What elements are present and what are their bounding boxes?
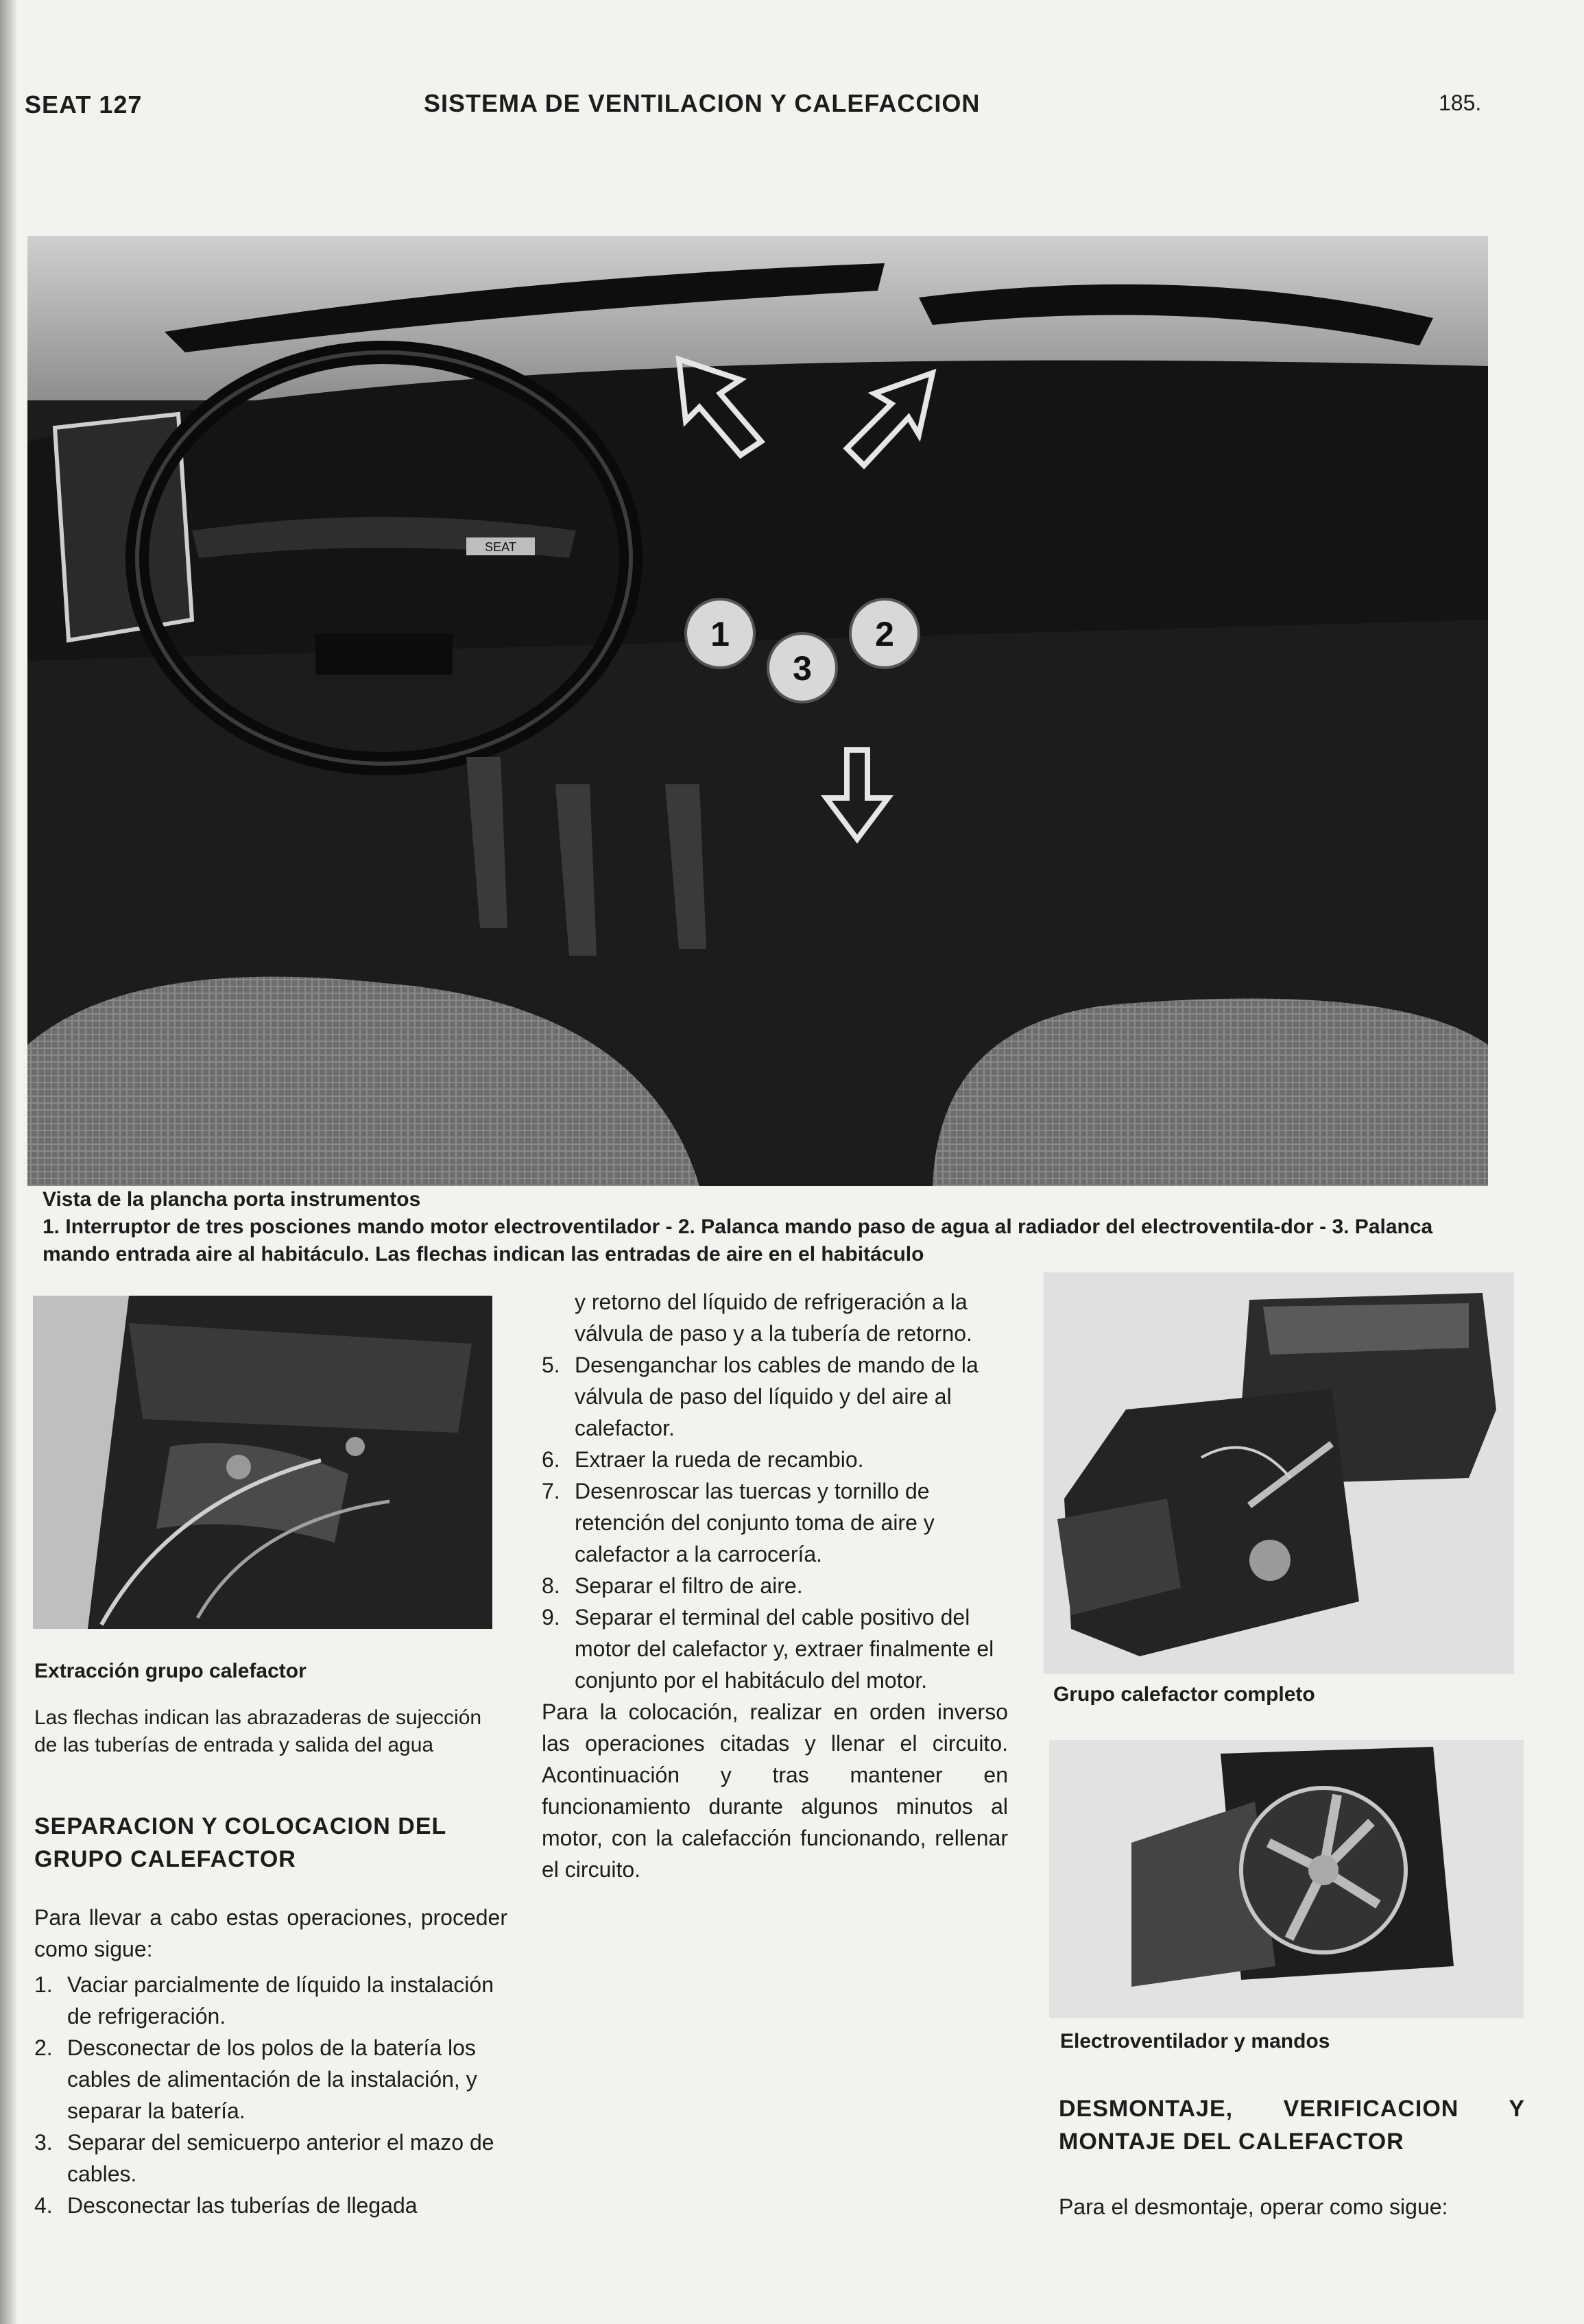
callout-1-label: 1 — [710, 615, 730, 653]
closing-text: Para la colocación, realizar en orden inverso las operaciones citadas y llenar el circuito. Acontinuación y tras mantener en funcionamiento durante algunos minutos al motor, con la calefacción funcionando, rellenar el circuito. — [542, 1699, 1008, 1882]
dashboard-caption-title: Vista de la plancha porta instrumentos — [43, 1188, 421, 1211]
step-item: 4. Desconectar las tuberías de llegada — [34, 2193, 418, 2218]
step-item: 6. Extraer la rueda de recambio. — [542, 1447, 864, 1472]
middle-steps — [542, 1349, 1008, 1696]
page-number: 185. — [1439, 90, 1482, 115]
dashboard-caption — [43, 1186, 1489, 1268]
heater-extraction-caption-text: Las flechas indican las abrazaderas de sujección de las tuberías de entrada y salida del agua — [34, 1706, 482, 1756]
steering-badge: SEAT — [485, 540, 516, 554]
section-desmontaje-intro: Para el desmontaje, operar como sigue: — [1059, 2194, 1448, 2219]
step-item: 8. Separar el filtro de aire. — [542, 1573, 803, 1598]
step-item: 3. Separar del semicuerpo anterior el mazo de cables. — [34, 2130, 494, 2186]
dashboard-caption-text: 1. Interruptor de tres posciones mando motor electroventilador - 2. Palanca mando paso de agua al radiador del electroventila-dor - 3. Palanca mando entrada aire al habitáculo. Las flechas indican las entradas de aire en el habitáculo — [43, 1215, 1433, 1266]
step-item: 2. Desconectar de los polos de la batería los cables de alimentación de la instalación, y separar la batería. — [34, 2035, 477, 2123]
section-desmontaje — [1059, 2092, 1525, 2223]
header-model: SEAT 127 — [25, 90, 143, 119]
heater-unit-caption: Grupo calefactor completo — [1053, 1683, 1315, 1706]
continuation-text: y retorno del líquido de refrigeración a la válvula de paso y a la tubería de retorno. — [575, 1290, 972, 1346]
step-item: 5. Desenganchar los cables de mando de la válvula de paso del líquido y del aire al calefactor. — [542, 1353, 979, 1440]
section-desmontaje-heading: DESMONTAJE, VERIFICACION Y MONTAJE DEL CALEFACTOR — [1059, 2096, 1525, 2155]
fan-controls-photo — [1049, 1740, 1524, 2018]
section-middle — [542, 1286, 1008, 1885]
step-item: 9. Separar el terminal del cable positivo del motor del calefactor y, extraer finalmente el conjunto por el habitáculo del motor. — [542, 1605, 994, 1693]
page-edge-shadow — [0, 0, 16, 2324]
fan-controls-caption: Electroventilador y mandos — [1060, 2030, 1330, 2053]
section-separacion-heading: SEPARACION Y COLOCACION DEL GRUPO CALEFACTOR — [34, 1813, 446, 1872]
separacion-steps — [34, 1969, 507, 2221]
section-separacion — [34, 1810, 507, 2221]
dashboard-photo — [27, 236, 1488, 1186]
heater-extraction-caption-title: Extracción grupo calefactor — [34, 1660, 307, 1682]
callout-3-label: 3 — [793, 649, 812, 688]
heater-extraction-photo — [33, 1296, 492, 1629]
heater-extraction-caption — [34, 1658, 501, 1759]
heater-unit-photo — [1044, 1272, 1514, 1674]
callout-2-label: 2 — [875, 615, 894, 653]
step-item: 1. Vaciar parcialmente de líquido la instalación de refrigeración. — [34, 1972, 494, 2029]
step-item: 7. Desenroscar las tuercas y tornillo de retención del conjunto toma de aire y calefactor a la carrocería. — [542, 1479, 935, 1566]
page-title: SISTEMA DE VENTILACION Y CALEFACCION — [424, 89, 981, 117]
section-separacion-intro: Para llevar a cabo estas operaciones, proceder como sigue: — [34, 1905, 507, 1961]
